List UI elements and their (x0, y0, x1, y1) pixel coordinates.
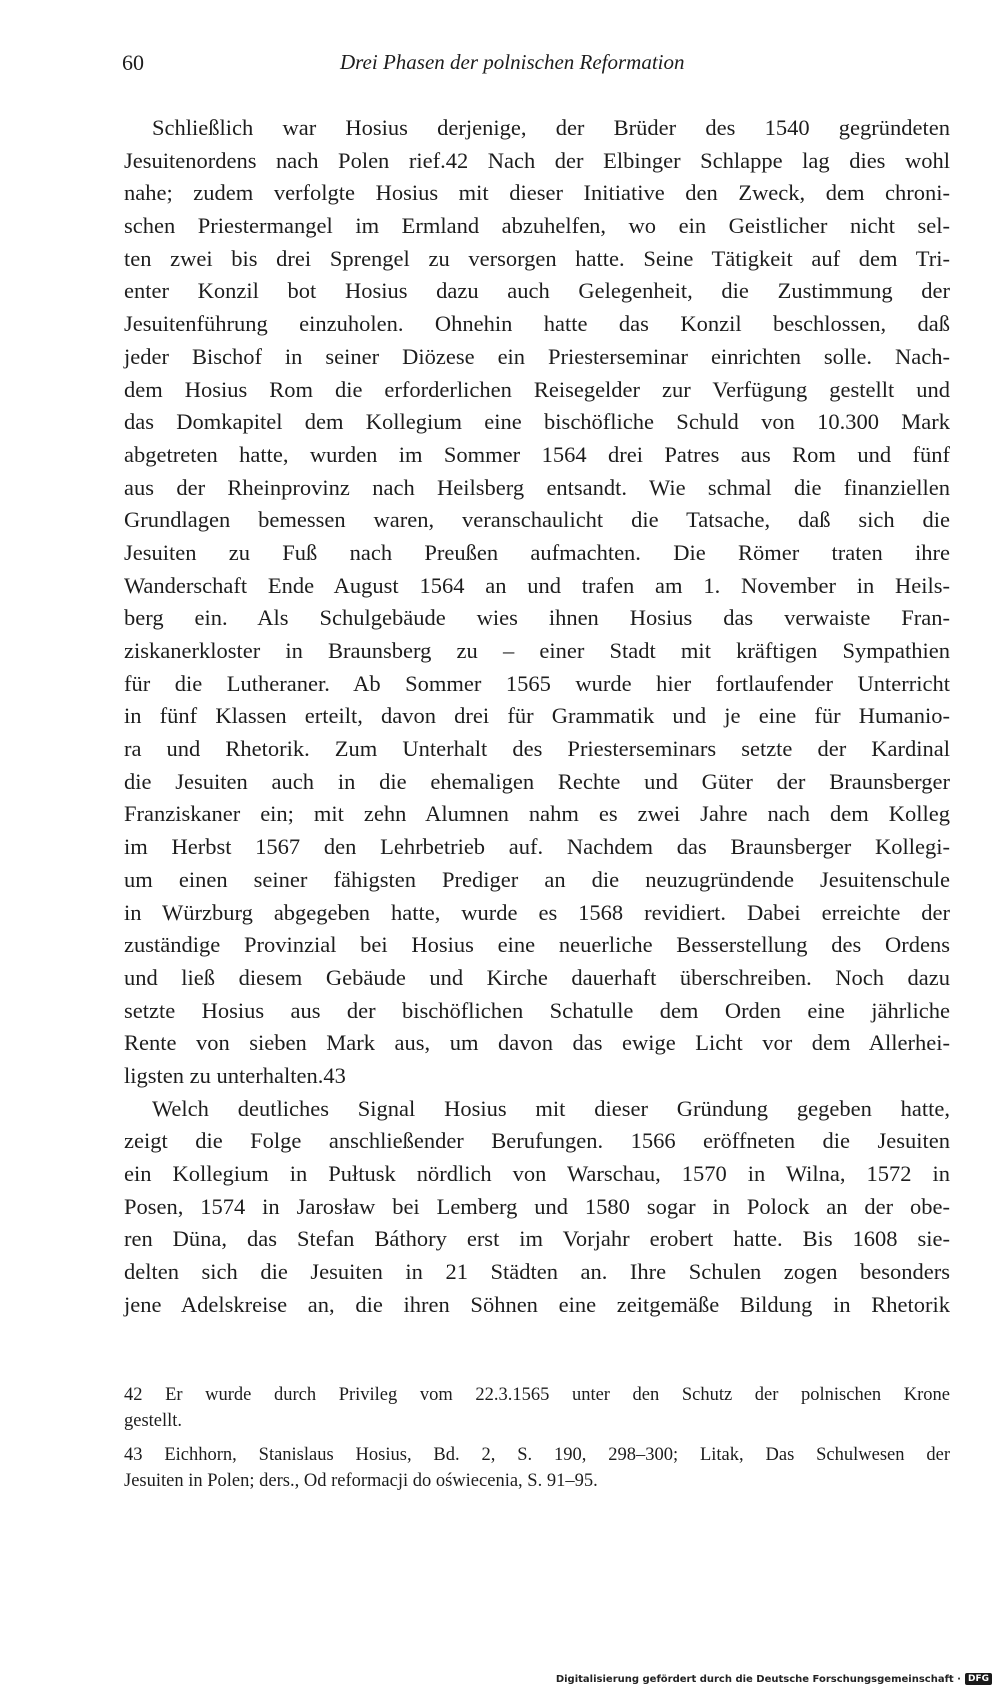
text-line: Schließlich war Hosius derjenige, der Brüder des 1540 gegründeten (152, 115, 950, 140)
text-line: ziskanerkloster in Braunsberg zu – einer Stadt mit kräftigen Sympathien (124, 638, 950, 663)
text-line: Franziskaner ein; mit zehn Alumnen nahm es zwei Jahre nach dem Kolleg (124, 801, 950, 827)
text-line: enter Konzil bot Hosius dazu auch Gelegenheit, die Zustimmung der (124, 278, 950, 304)
text-line: dem Hosius Rom die erforderlichen Reisegelder zur Verfügung gestellt und (124, 376, 950, 402)
text-line: setzte Hosius aus der bischöflichen Schatulle dem Orden eine jährliche (124, 997, 950, 1023)
text-line: ren Düna, das Stefan Báthory erst im Vorjahr erobert hatte. Bis 1608 sie- (124, 1226, 950, 1252)
text-line: ein Kollegium in Pułtusk nördlich von Warschau, 1570 in Wilna, 1572 in (124, 1161, 950, 1186)
text-line: für die Lutheraner. Ab Sommer 1565 wurde hier fortlaufender Unterricht (124, 670, 950, 696)
text-line: ligsten zu unterhalten.43 (124, 1062, 346, 1088)
running-head: Drei Phasen der polnischen Reformation (340, 50, 685, 74)
text-line: in Würzburg abgegeben hatte, wurde es 1568 revidiert. Dabei erreichte der (124, 899, 950, 925)
footer-credit: Digitalisierung gefördert durch die Deutsche Forschungsgemeinschaft · (555, 1673, 961, 1685)
text-line: Jesuitenordens nach Polen rief.42 Nach der Elbinger Schlappe lag dies wohl (124, 147, 950, 173)
text-line: Wanderschaft Ende August 1564 an und trafen am 1. November in Heils- (124, 572, 950, 598)
text-line: jeder Bischof in seiner Diözese ein Priesterseminar einrichten solle. Nach- (124, 343, 950, 369)
text-line: in fünf Klassen erteilt, davon drei für Grammatik und je eine für Humanio- (124, 703, 950, 729)
footnote-line: Jesuiten in Polen; ders., Od reformacji do oświecenia, S. 91–95. (124, 1471, 598, 1491)
footnote-line: 42 Er wurde durch Privileg vom 22.3.1565 unter den Schutz der polnischen Krone (124, 1385, 950, 1405)
text-line: Jesuitenführung einzuholen. Ohnehin hatte das Konzil beschlossen, daß (124, 311, 950, 337)
page-number: 60 (122, 50, 144, 75)
dfg-logo: DFG (965, 1673, 992, 1685)
text-line: zuständige Provinzial bei Hosius eine neuerliche Besserstellung des Ordens (124, 932, 950, 958)
footnote-line: 43 Eichhorn, Stanislaus Hosius, Bd. 2, S. 190, 298–300; Litak, Das Schulwesen der (124, 1445, 950, 1465)
text-line: Jesuiten zu Fuß nach Preußen aufmachten. Die Römer traten ihre (124, 539, 950, 565)
footer (556, 1673, 992, 1685)
text-line: aus der Rheinprovinz nach Heilsberg entsandt. Wie schmal die finanziellen (124, 474, 950, 500)
text-line: berg ein. Als Schulgebäude wies ihnen Hosius das verwaiste Fran- (124, 605, 950, 631)
text-line: Rente von sieben Mark aus, um davon das ewige Licht vor dem Allerhei- (124, 1030, 950, 1056)
text-line: jene Adelskreise an, die ihren Söhnen eine zeitgemäße Bildung in Rhetorik (124, 1291, 950, 1317)
body-text (124, 112, 950, 1321)
text-line: abgetreten hatte, wurden im Sommer 1564 drei Patres aus Rom und fünf (124, 441, 950, 467)
text-line: um einen seiner fähigsten Prediger an die neuzugründende Jesuitenschule (124, 866, 950, 892)
text-line: zeigt die Folge anschließender Berufungen. 1566 eröffneten die Jesuiten (124, 1128, 950, 1154)
text-line: Grundlagen bemessen waren, veranschaulicht die Tatsache, daß sich die (124, 507, 950, 533)
text-line: delten sich die Jesuiten in 21 Städten an. Ihre Schulen zogen besonders (124, 1259, 950, 1285)
text-line: die Jesuiten auch in die ehemaligen Rechte und Güter der Braunsberger (124, 768, 950, 794)
text-line: schen Priestermangel im Ermland abzuhelfen, wo ein Geistlicher nicht sel- (124, 213, 950, 239)
text-line: ten zwei bis drei Sprengel zu versorgen hatte. Seine Tätigkeit auf dem Tri- (124, 245, 950, 271)
footnote-line: gestellt. (124, 1411, 183, 1431)
text-line: ra und Rhetorik. Zum Unterhalt des Priesterseminars setzte der Kardinal (124, 736, 950, 762)
text-line: Posen, 1574 in Jarosław bei Lemberg und 1580 sogar in Polock an der obe- (124, 1193, 950, 1219)
text-line: und ließ diesem Gebäude und Kirche dauerhaft überschreiben. Noch dazu (124, 964, 950, 990)
text-line: nahe; zudem verfolgte Hosius mit dieser Initiative den Zweck, dem chroni- (124, 180, 950, 206)
text-line: Welch deutliches Signal Hosius mit dieser Gründung gegeben hatte, (152, 1095, 950, 1121)
footnotes (124, 1382, 950, 1494)
text-line: im Herbst 1567 den Lehrbetrieb auf. Nachdem das Braunsberger Kollegi- (124, 834, 950, 860)
text-line: das Domkapitel dem Kollegium eine bischöfliche Schuld von 10.300 Mark (124, 409, 950, 435)
